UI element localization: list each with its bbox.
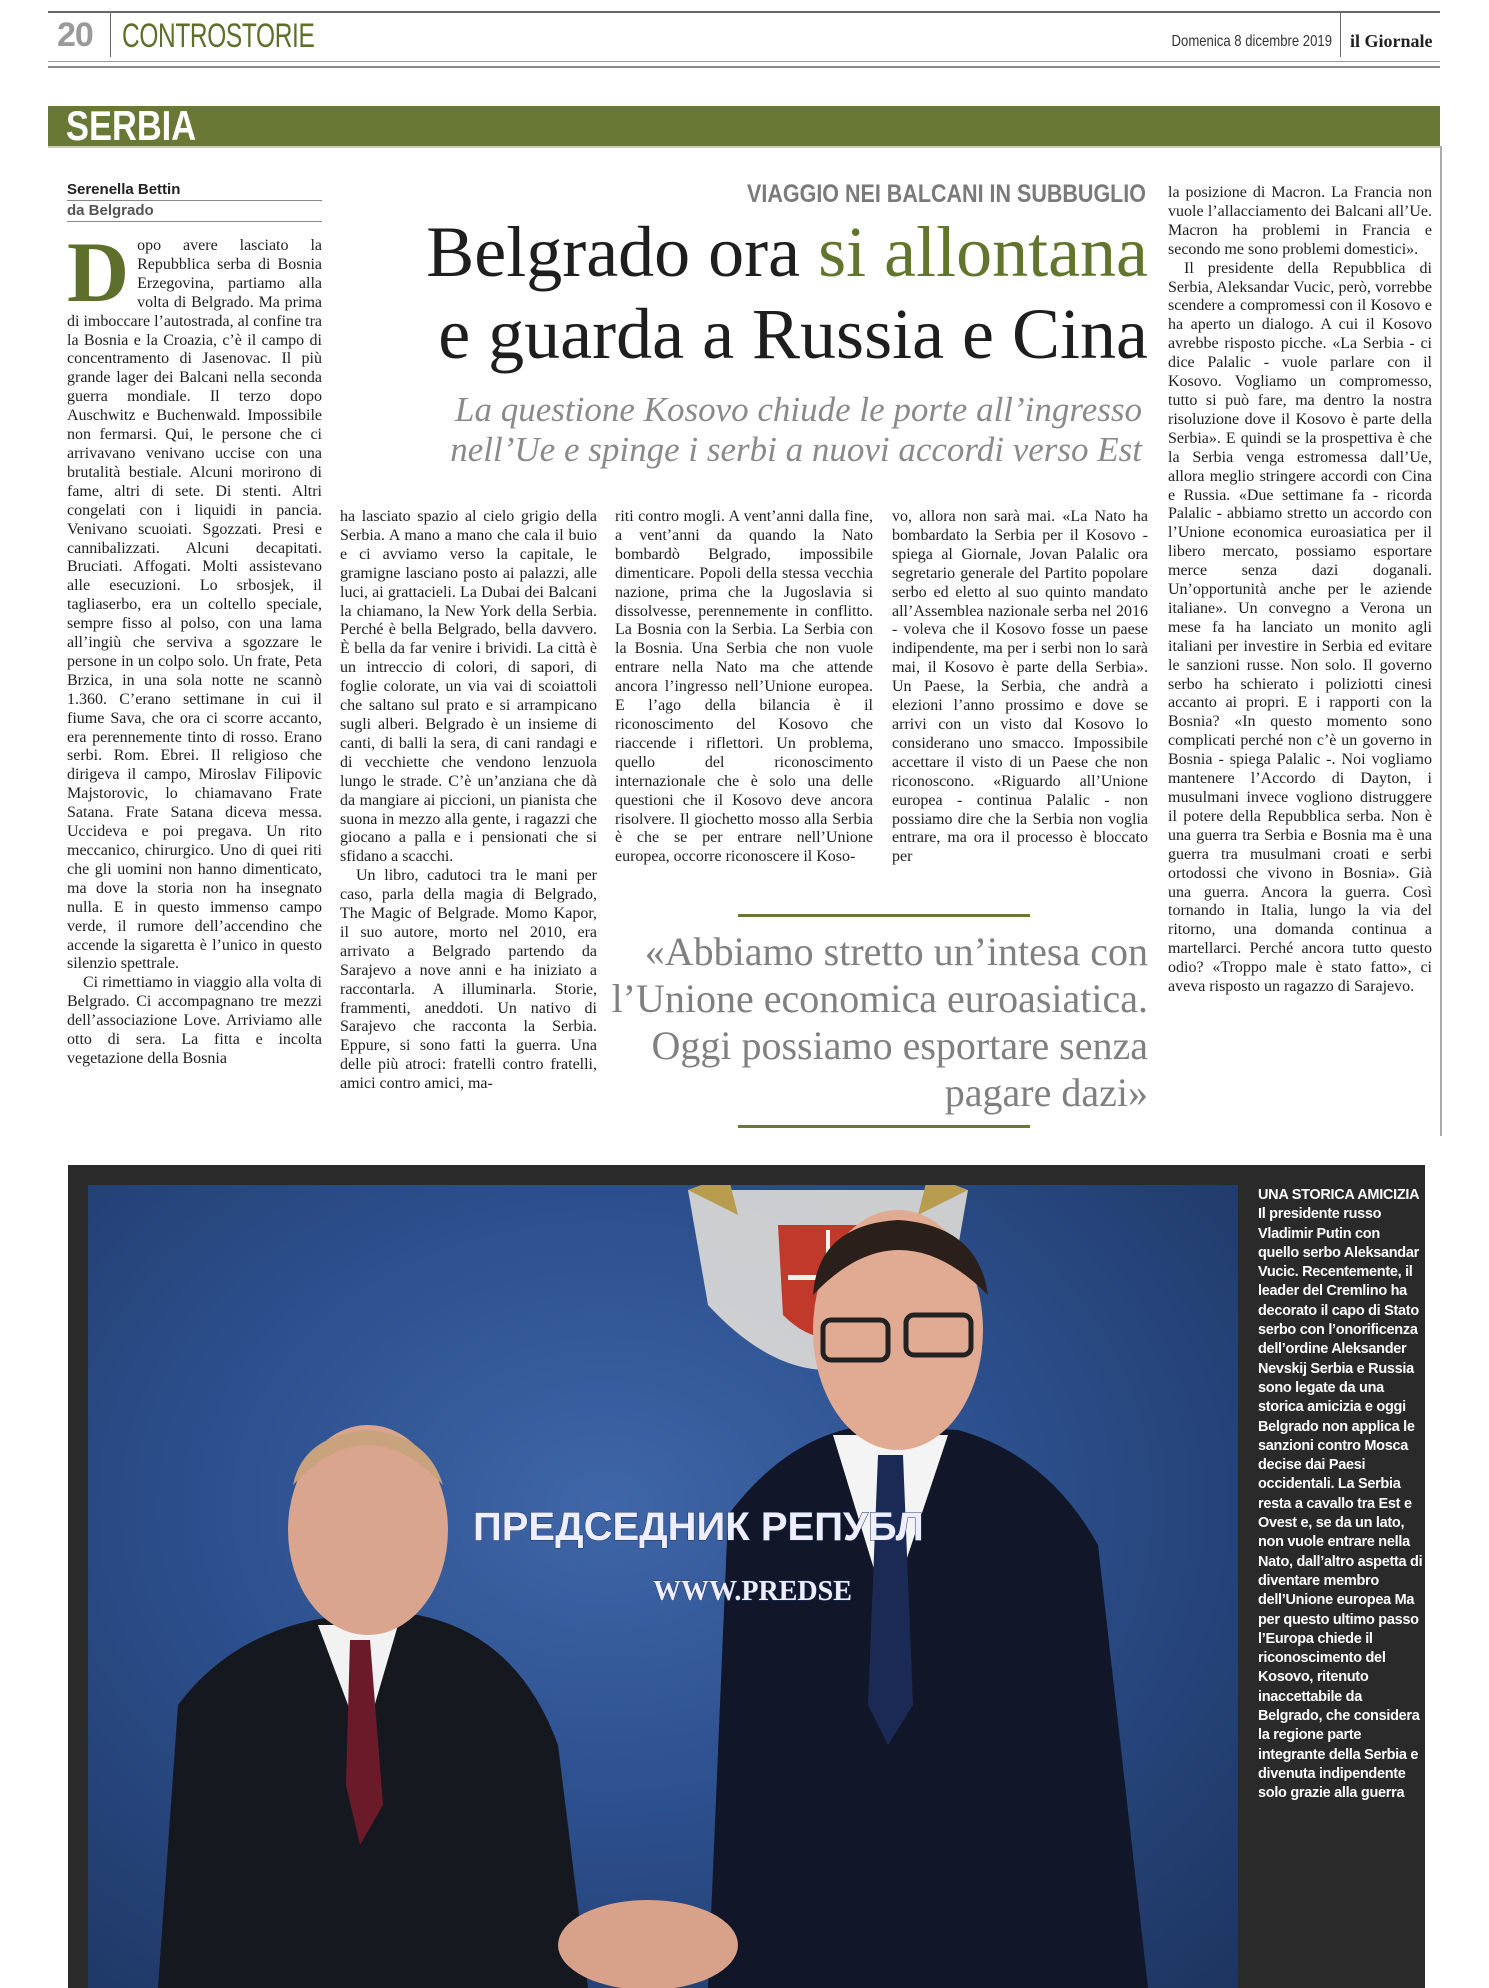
paragraph: riti contro mogli. A vent’anni dalla fine, a vent’anni da quando la Nato bombardò Belgrado, impossibile dimenticare. Popoli della stessa vecchia nazione, prima che la Jugoslavia si dissolvesse, perennemente in conflitto. La Bosnia con la Serbia. La Serbia con la Bosnia. Una Serbia che non vuole entrare nella Nato ma che attende ancora l’ingresso nell’Unione europea. E l’ago della bilancia è il riconoscimento del Kosovo che riaccende i riflettori. Un problema, quello del riconoscimento internazionale che è solo una delle questioni che il Kosovo deve ancora risolvere. Il giochetto mosso alla Serbia è che se per entrare nell’Unione europea, occorre riconoscere il Koso-: [615, 508, 873, 866]
photo-sign-text: ПРЕДСЕДНИК РЕПУБЛ: [473, 1505, 924, 1549]
article-column-1: [67, 224, 322, 1069]
section-bar: [48, 106, 1440, 148]
page-number: 20: [57, 16, 93, 54]
article-column-2: [340, 508, 597, 1094]
pull-quote-rule-top: [738, 914, 1030, 917]
drop-cap: D: [67, 224, 130, 320]
headline: [330, 212, 1148, 292]
issue-date: Domenica 8 dicembre 2019: [1171, 33, 1332, 50]
photo-illustration: [88, 1185, 1238, 1988]
paragraph: la posizione di Macron. La Francia non vuole l’allacciamento dei Balcani all’Ue. Macron ha problemi in Francia e secondo me sono problemi domestici».: [1168, 184, 1432, 258]
byline-place: da Belgrado: [67, 202, 154, 219]
section-name: CONTROSTORIE: [122, 17, 315, 55]
byline-rule-2: [67, 221, 322, 222]
header-double-rule-2: [48, 66, 1440, 68]
paragraph-text: opo avere lasciato la Repubblica serba di Bosnia Erzegovina, partiamo alla volta di Belgrado. Ma prima di imboccare l’autostrada, al confine tra la Bosnia e la Croazia, c’è il campo di concentramento di Jasenovac. Il più grande lager dei Balcani nella seconda guerra mondiale. Il terzo dopo Auschwitz e Buchenwald. Impossibile non fermarsi. Qui, le persone che ci arrivavano venivano uccise con una brutalità bestiale. Alcuni morirono di fame, altri di sete. Di stenti. Altri congelati con i liquidi in pancia. Venivano scuoiati. Sgozzati. Presi e cannibalizzati. Alcuni decapitati. Bruciati. Affogati. Molti assistevano alle esecuzioni. Lo srbosjek, il tagliaserbo, era un coltello speciale, sempre fisso al polso, con una lama all’ingiù che serviva a sgozzare le persone in un colpo solo. Un frate, Peta Brzica, in una sola notte ne scannò 1.360. C’erano settimane in cui il fiume Sava, che ora ci scorre accanto, era perennemente tinto di rosso. Erano serbi. Rom. Ebrei. Il religioso che dirigeva il campo, Miroslav Filipovic Majstorovic, lo chiamavano Frate Satana. Frate Satana diceva messa. Uccideva e poi pregava. Un rito meccanico, chirurgico. Uno di quei riti che gli uomini non hanno dimenticato, ma dove la storia non ha insegnato nulla. E in questo immenso campo verde, il rumore dell’accendino che accende la sigaretta è l’unico in questo silenzio spettrale.: [67, 237, 322, 973]
byline-rule: [67, 200, 322, 201]
headline-highlight: si allontana: [818, 212, 1148, 292]
headline-part: Belgrado ora: [426, 212, 819, 292]
top-rule: [48, 11, 1440, 13]
photo-caption: [1258, 1186, 1423, 1804]
paragraph: Ci rimettiamo in viaggio alla volta di Belgrado. Ci accompagnano tre mezzi dell’associazione Love. Arriviamo alle otto di sera. La fitta e incolta vegetazione della Bosnia: [67, 974, 322, 1067]
photo-putin-vucic: [88, 1185, 1238, 1988]
article-column-3: [615, 508, 873, 867]
paragraph: [67, 224, 322, 974]
section-bar-label: SERBIA: [66, 102, 197, 149]
article-column-5: [1168, 184, 1432, 997]
header-double-rule: [48, 61, 1440, 62]
handshake: [558, 1900, 738, 1988]
paragraph: ha lasciato spazio al cielo grigio della Serbia. A mano a mano che cala il buio e ci avviamo verso la capitale, le gramigne lasciano posto ai palazzi, alle luci, ai grattacieli. La Dubai dei Balcani la chiamano, la New York della Serbia. Perché è bella Belgrado, bella davvero. È bella da far venire i brividi. La città è un intreccio di colori, di sapori, di foglie colorate, un via vai di scoiattoli che saltano sul prato e si arrampicano sugli alberi. Belgrado è un insieme di canti, di balli la sera, di cani randagi e di vecchiette che vendono lenzuola lungo le strade. C’è un’anziana che dà da mangiare ai piccioni, un pianista che suona in mezzo alla gente, i ragazzi che giocano a palla e i pensionati che si sfidano a scacchi.: [340, 508, 597, 866]
caption-text: Il presidente russo Vladimir Putin con quello serbo Aleksandar Vucic. Recentemente, il leader del Cremlino ha decorato il capo di Stato serbo con l’onorificenza dell’ordine Aleksander Nevskij Serbia e Russia sono legate da una storica amicizia e oggi Belgrado non applica le sanzioni contro Mosca decise dai Paesi occidentali. La Serbia resta a cavallo tra Est e Ovest e, se da un lato, non vuole entrare nella Nato, dall’altro aspetta di diventare membro dell’Unione europea Ma per questo ultimo passo l’Europa chiede il riconoscimento del Kosovo, ritenuto inaccettabile da Belgrado, che considera la regione parte integrante della Serbia e divenuta indipendente solo grazie alla guerra: [1258, 1206, 1423, 1802]
header-divider: [110, 13, 111, 57]
headline-line-2: e guarda a Russia e Cina: [438, 294, 1148, 374]
kicker: VIAGGIO NEI BALCANI IN SUBBUGLIO: [747, 180, 1146, 208]
pull-quote: «Abbiamo stretto un’intesa con l’Unione economica euroasiatica. Oggi possiamo esportare senza pagare dazi»: [611, 929, 1148, 1115]
paragraph: vo, allora non sarà mai. «La Nato ha bombardato la Serbia per il Kosovo - spiega al Giornale, Jovan Palalic ora segretario generale del Partito popolare serbo ed eletto al suo quinto mandato all’Assemblea nazionale serba nel 2016 - voleva che il Kosovo fosse un paese indipendente, ma per i serbi non lo sarà mai, il Kosovo è parte della Serbia». Un Paese, la Serbia, che andrà a elezioni l’anno prossimo e dove se arrivi con un visto dal Kosovo lo considerano uno smacco. Impossibile accettare il visto di un Paese che non riconoscono. «Riguardo all’Unione europea - continua Palalic - non possiamo dire che la Serbia non voglia entrare, ma ora il processo è bloccato per: [892, 508, 1148, 866]
byline-author: Serenella Bettin: [67, 181, 181, 198]
subtitle-line-1: La questione Kosovo chiude le porte all’ingresso: [455, 390, 1142, 429]
right-border: [1440, 146, 1442, 1136]
header-divider-right: [1340, 13, 1341, 57]
paragraph: Un libro, cadutoci tra le mani per caso, parla della magia di Belgrado, The Magic of Belgrade. Momo Kapor, il suo autore, morto nel 2010, era arrivato a Belgrado partendo da Sarajevo a nove anni e ha iniziato a raccontarla. A illuminarla. Storie, frammenti, aneddoti. Un nativo di Sarajevo che racconta la Serbia. Eppure, si sono fatti la guerra. Una delle più atroci: fratelli contro fratelli, amici contro amici, ma-: [340, 867, 597, 1093]
photo-sign-url: WWW.PREDSE: [653, 1576, 852, 1607]
masthead-logo: il Giornale: [1350, 31, 1433, 51]
pull-quote-rule-bottom: [738, 1125, 1030, 1128]
article-column-4: [892, 508, 1148, 867]
paragraph: Il presidente della Repubblica di Serbia, Aleksandar Vucic, però, vorrebbe scendere a compromessi con il Kosovo e ha aperto un dialogo. A cui il Kosovo avrebbe risposto picche. «La Serbia - ci dice Palalic - vuole parlare con il Kosovo. Vogliamo un compromesso, tutto si può fare, ma dentro la nostra risoluzione dove il Kosovo è parte della Serbia». E quindi se la prospettiva è che la Serbia venga estromessa dall’Ue, allora meglio stringere accordi con Cina e Russia. «Due settimane fa - ricorda Palalic - abbiamo stretto un accordo con l’Unione economica euroasiatica per il libero mercato, possiamo esportare merce senza dazi doganali. Un’opportunità anche per le aziende italiane». Un convegno a Verona un mese fa ha lanciato un monito agli italiani per investire in Serbia ed evitare le sanzioni russe. Non solo. Il governo serbo ha schierato i poliziotti cinesi accanto ai propri. E i rapporti con la Bosnia? «In questo momento sono complicati perché non c’è un governo in Bosnia - spiega Palalic -. Noi vogliamo mantenere l’Accordo di Dayton, i musulmani invece vogliono distruggere il potere della Repubblica serba. Non è una guerra tra Serbia e Bosnia ma è una guerra tra musulmani croati e serbi ortodossi che vivono in Bosnia». Già una guerra. Ancora la guerra. Così tornando in Italia, lungo la via del ritorno, una domanda continua a martellarci. Perché ancora tutto questo odio? «Troppo male è stato fatto», ci aveva risposto un ragazzo di Sarajevo.: [1168, 259, 1432, 996]
caption-title: UNA STORICA AMICIZIA: [1258, 1187, 1420, 1203]
subtitle-line-2: nell’Ue e spinge i serbi a nuovi accordi verso Est: [450, 430, 1142, 469]
